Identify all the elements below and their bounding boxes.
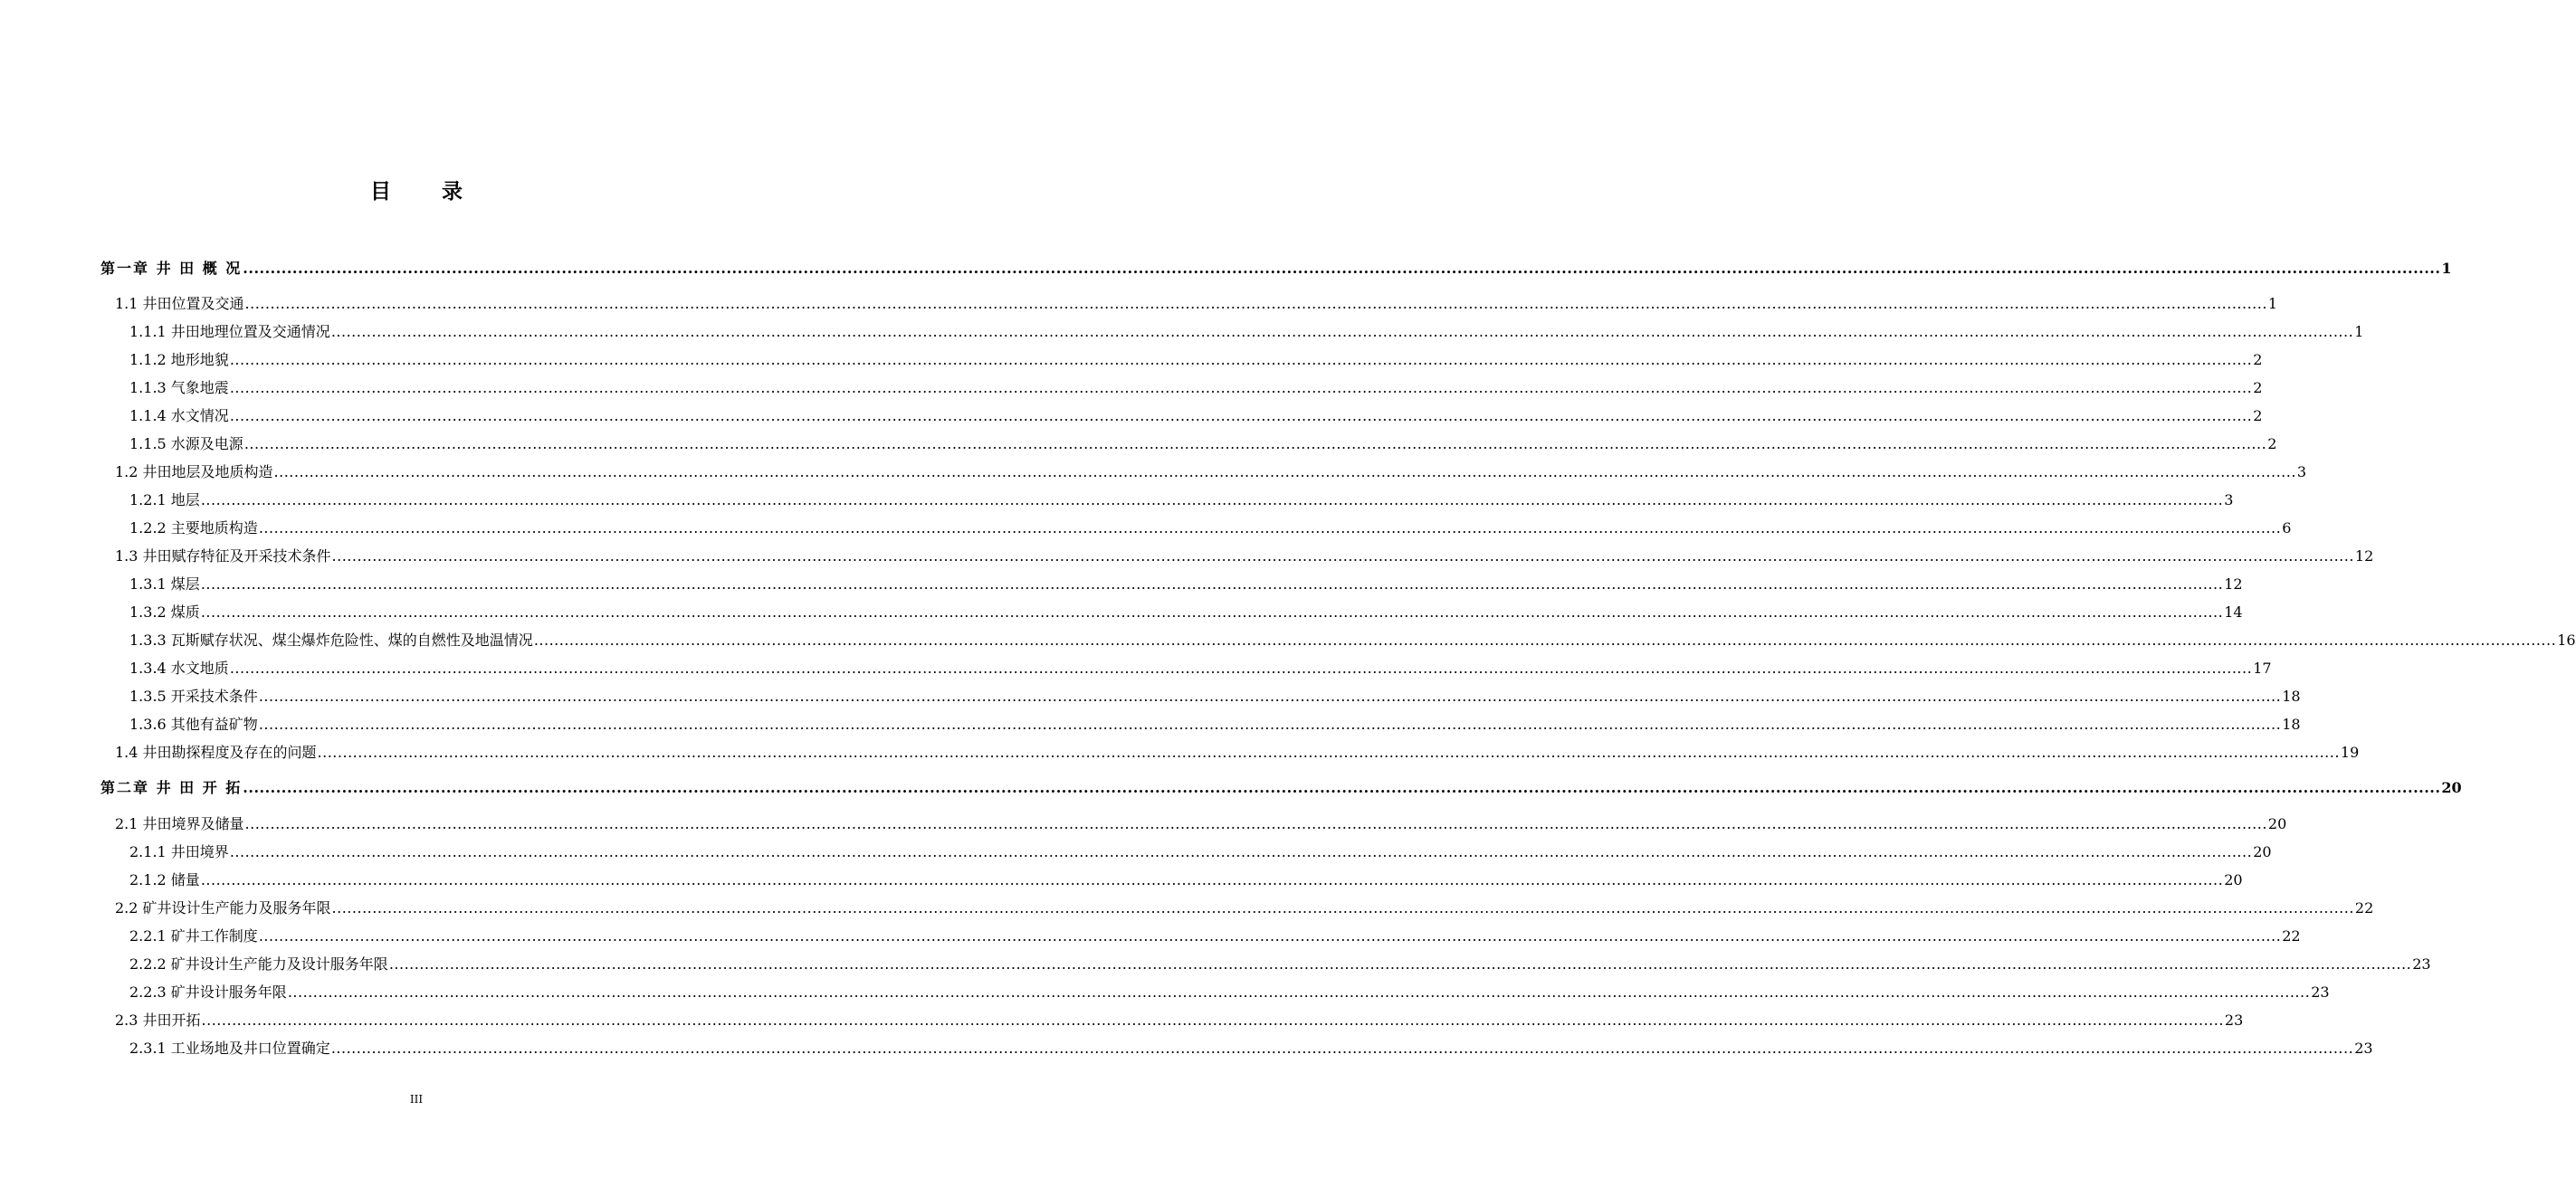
toc-entry-page-number: 1 <box>2441 260 2452 277</box>
toc-entry[interactable] <box>129 320 2364 341</box>
toc-entry-label: 2.2.3 矿井设计服务年限 <box>129 983 287 1001</box>
toc-entry[interactable] <box>115 292 2278 313</box>
toc-chapter-entry[interactable] <box>100 776 2462 797</box>
toc-entry-label: 2.3 井田开拓 <box>115 1012 201 1029</box>
toc-entry-page-number: 23 <box>2224 1012 2244 1029</box>
toc-entry-page-number: 20 <box>2267 815 2287 832</box>
toc-dot-leader: ................................................................................................................................................................................................................................................................................................................................................................................................................ <box>533 632 2557 649</box>
toc-entry-label: 1.3.3 瓦斯赋存状况、煤尘爆炸危险性、煤的自燃性及地温情况 <box>129 632 533 649</box>
toc-entry[interactable] <box>129 404 2263 425</box>
toc-entry-label: 1.1 井田位置及交通 <box>115 295 244 312</box>
toc-dot-leader: ................................................................................................................................................................................................................................................................................................................................................................................................................ <box>331 899 2354 917</box>
toc-entry-page-number: 16 <box>2557 632 2576 649</box>
toc-entry[interactable] <box>129 869 2243 889</box>
toc-entry[interactable] <box>129 981 2330 1002</box>
toc-dot-leader: ................................................................................................................................................................................................................................................................................................................................................................................................................ <box>200 491 2224 508</box>
toc-dot-leader: ................................................................................................................................................................................................................................................................................................................................................................................................................ <box>201 1012 2224 1029</box>
toc-entry-label: 1.2.1 地层 <box>129 491 200 508</box>
toc-entry[interactable] <box>115 545 2374 565</box>
toc-entry-page-number: 20 <box>2253 843 2272 860</box>
toc-entry-label: 1.1.2 地形地貌 <box>129 351 229 368</box>
toc-entry-page-number: 6 <box>2282 519 2292 537</box>
toc-entry-page-number: 12 <box>2224 575 2243 593</box>
toc-dot-leader: ................................................................................................................................................................................................................................................................................................................................................................................................................ <box>200 603 2224 621</box>
toc-dot-leader: ................................................................................................................................................................................................................................................................................................................................................................................................................ <box>229 660 2253 677</box>
toc-dot-leader: ................................................................................................................................................................................................................................................................................................................................................................................................................ <box>258 927 2282 945</box>
toc-entry-page-number: 20 <box>2441 779 2462 796</box>
toc-dot-leader: ................................................................................................................................................................................................................................................................................................................................................................................................................ <box>243 779 2441 796</box>
toc-entry-page-number: 22 <box>2354 899 2374 917</box>
toc-entry-page-number: 19 <box>2340 744 2360 761</box>
toc-entry-label: 第一章 井 田 概 况 <box>100 260 243 277</box>
toc-entry-page-number: 12 <box>2354 547 2374 565</box>
toc-entry-page-number: 22 <box>2282 927 2301 945</box>
toc-dot-leader: ................................................................................................................................................................................................................................................................................................................................................................................................................ <box>244 815 2267 832</box>
toc-entry-label: 第二章 井 田 开 拓 <box>100 779 243 796</box>
toc-dot-leader: ................................................................................................................................................................................................................................................................................................................................................................................................................ <box>243 435 2267 452</box>
toc-dot-leader: ................................................................................................................................................................................................................................................................................................................................................................................................................ <box>317 744 2340 761</box>
toc-entry[interactable] <box>129 925 2301 945</box>
toc-entry[interactable] <box>115 812 2287 833</box>
toc-dot-leader: ................................................................................................................................................................................................................................................................................................................................................................................................................ <box>287 983 2311 1001</box>
toc-dot-leader: ................................................................................................................................................................................................................................................................................................................................................................................................................ <box>258 519 2282 537</box>
toc-entry-label: 1.2.2 主要地质构造 <box>129 519 258 537</box>
toc-entry-page-number: 3 <box>2296 463 2307 480</box>
toc-entry-page-number: 17 <box>2253 660 2272 677</box>
toc-entry-page-number: 1 <box>2354 323 2364 340</box>
toc-dot-leader: ................................................................................................................................................................................................................................................................................................................................................................................................................ <box>258 716 2282 733</box>
toc-entry[interactable] <box>129 841 2272 861</box>
toc-entry-label: 1.1.1 井田地理位置及交通情况 <box>129 323 330 340</box>
toc-entry[interactable] <box>129 1037 2373 1058</box>
toc-entry[interactable] <box>115 741 2360 762</box>
toc-entry-page-number: 23 <box>2412 955 2431 973</box>
toc-entry-label: 1.1.3 气象地震 <box>129 379 229 396</box>
toc-entry-page-number: 18 <box>2282 716 2301 733</box>
toc-entry-label: 1.1.5 水源及电源 <box>129 435 243 452</box>
toc-entry-page-number: 14 <box>2224 603 2243 621</box>
toc-entry[interactable] <box>129 489 2234 509</box>
toc-dot-leader: ................................................................................................................................................................................................................................................................................................................................................................................................................ <box>331 547 2354 565</box>
toc-entry-page-number: 18 <box>2282 688 2301 705</box>
toc-dot-leader: ................................................................................................................................................................................................................................................................................................................................................................................................................ <box>200 871 2224 888</box>
toc-entry-label: 2.2 矿井设计生产能力及服务年限 <box>115 899 331 917</box>
toc-entry-label: 1.3.4 水文地质 <box>129 660 229 677</box>
toc-entry[interactable] <box>129 573 2243 594</box>
toc-dot-leader: ................................................................................................................................................................................................................................................................................................................................................................................................................ <box>229 379 2253 396</box>
toc-entry-label: 1.2 井田地层及地质构造 <box>115 463 273 480</box>
toc-entry-label: 2.1.1 井田境界 <box>129 843 229 860</box>
toc-entry-label: 1.4 井田勘探程度及存在的问题 <box>115 744 317 761</box>
page-number-footer: III <box>409 1093 424 1106</box>
toc-dot-leader: ................................................................................................................................................................................................................................................................................................................................................................................................................ <box>200 575 2224 593</box>
toc-entry-label: 2.2.1 矿井工作制度 <box>129 927 258 945</box>
toc-dot-leader: ................................................................................................................................................................................................................................................................................................................................................................................................................ <box>244 295 2267 312</box>
toc-chapter-entry[interactable] <box>100 257 2452 278</box>
toc-dot-leader: ................................................................................................................................................................................................................................................................................................................................................................................................................ <box>243 260 2441 277</box>
toc-entry[interactable] <box>129 601 2243 622</box>
toc-entry-label: 1.3.1 煤层 <box>129 575 200 593</box>
toc-entry-page-number: 23 <box>2354 1040 2373 1057</box>
toc-entry-label: 1.1.4 水文情况 <box>129 407 229 424</box>
toc-entry[interactable] <box>129 432 2277 453</box>
toc-entry[interactable] <box>129 517 2292 537</box>
toc-entry-label: 1.3.5 开采技术条件 <box>129 688 258 705</box>
toc-entry-page-number: 2 <box>2267 435 2277 452</box>
toc-entry-label: 1.3.6 其他有益矿物 <box>129 716 258 733</box>
toc-dot-leader: ................................................................................................................................................................................................................................................................................................................................................................................................................ <box>229 351 2253 368</box>
toc-dot-leader: ................................................................................................................................................................................................................................................................................................................................................................................................................ <box>229 843 2253 860</box>
toc-entry-page-number: 23 <box>2311 983 2330 1001</box>
toc-dot-leader: ................................................................................................................................................................................................................................................................................................................................................................................................................ <box>258 688 2282 705</box>
toc-entry-label: 2.2.2 矿井设计生产能力及设计服务年限 <box>129 955 388 973</box>
toc-dot-leader: ................................................................................................................................................................................................................................................................................................................................................................................................................ <box>330 1040 2354 1057</box>
toc-dot-leader: ................................................................................................................................................................................................................................................................................................................................................................................................................ <box>229 407 2253 424</box>
toc-entry[interactable] <box>115 1009 2244 1030</box>
toc-entry[interactable] <box>129 713 2301 734</box>
toc-entry-page-number: 2 <box>2253 351 2263 368</box>
toc-entry[interactable] <box>115 897 2374 917</box>
toc-entry[interactable] <box>129 953 2431 974</box>
toc-entry[interactable] <box>129 657 2272 678</box>
toc-entry-label: 2.1 井田境界及储量 <box>115 815 244 832</box>
toc-entry[interactable] <box>129 629 2576 650</box>
toc-entry[interactable] <box>129 376 2263 397</box>
toc-entry[interactable] <box>129 348 2263 369</box>
toc-title: 目 录 <box>369 179 484 204</box>
toc-entry-page-number: 20 <box>2224 871 2243 888</box>
toc-entry[interactable] <box>129 685 2301 706</box>
toc-dot-leader: ................................................................................................................................................................................................................................................................................................................................................................................................................ <box>388 955 2412 973</box>
toc-entry-page-number: 1 <box>2267 295 2278 312</box>
toc-dot-leader: ................................................................................................................................................................................................................................................................................................................................................................................................................ <box>273 463 2296 480</box>
toc-entry-label: 1.3.2 煤质 <box>129 603 200 621</box>
toc-entry-label: 1.3 井田赋存特征及开采技术条件 <box>115 547 331 565</box>
toc-entry-label: 2.3.1 工业场地及井口位置确定 <box>129 1040 330 1057</box>
toc-dot-leader: ................................................................................................................................................................................................................................................................................................................................................................................................................ <box>330 323 2354 340</box>
toc-entry-page-number: 2 <box>2253 379 2263 396</box>
toc-entry-page-number: 2 <box>2253 407 2263 424</box>
toc-entry[interactable] <box>115 461 2307 481</box>
toc-entry-label: 2.1.2 储量 <box>129 871 200 888</box>
toc-entry-page-number: 3 <box>2224 491 2234 508</box>
